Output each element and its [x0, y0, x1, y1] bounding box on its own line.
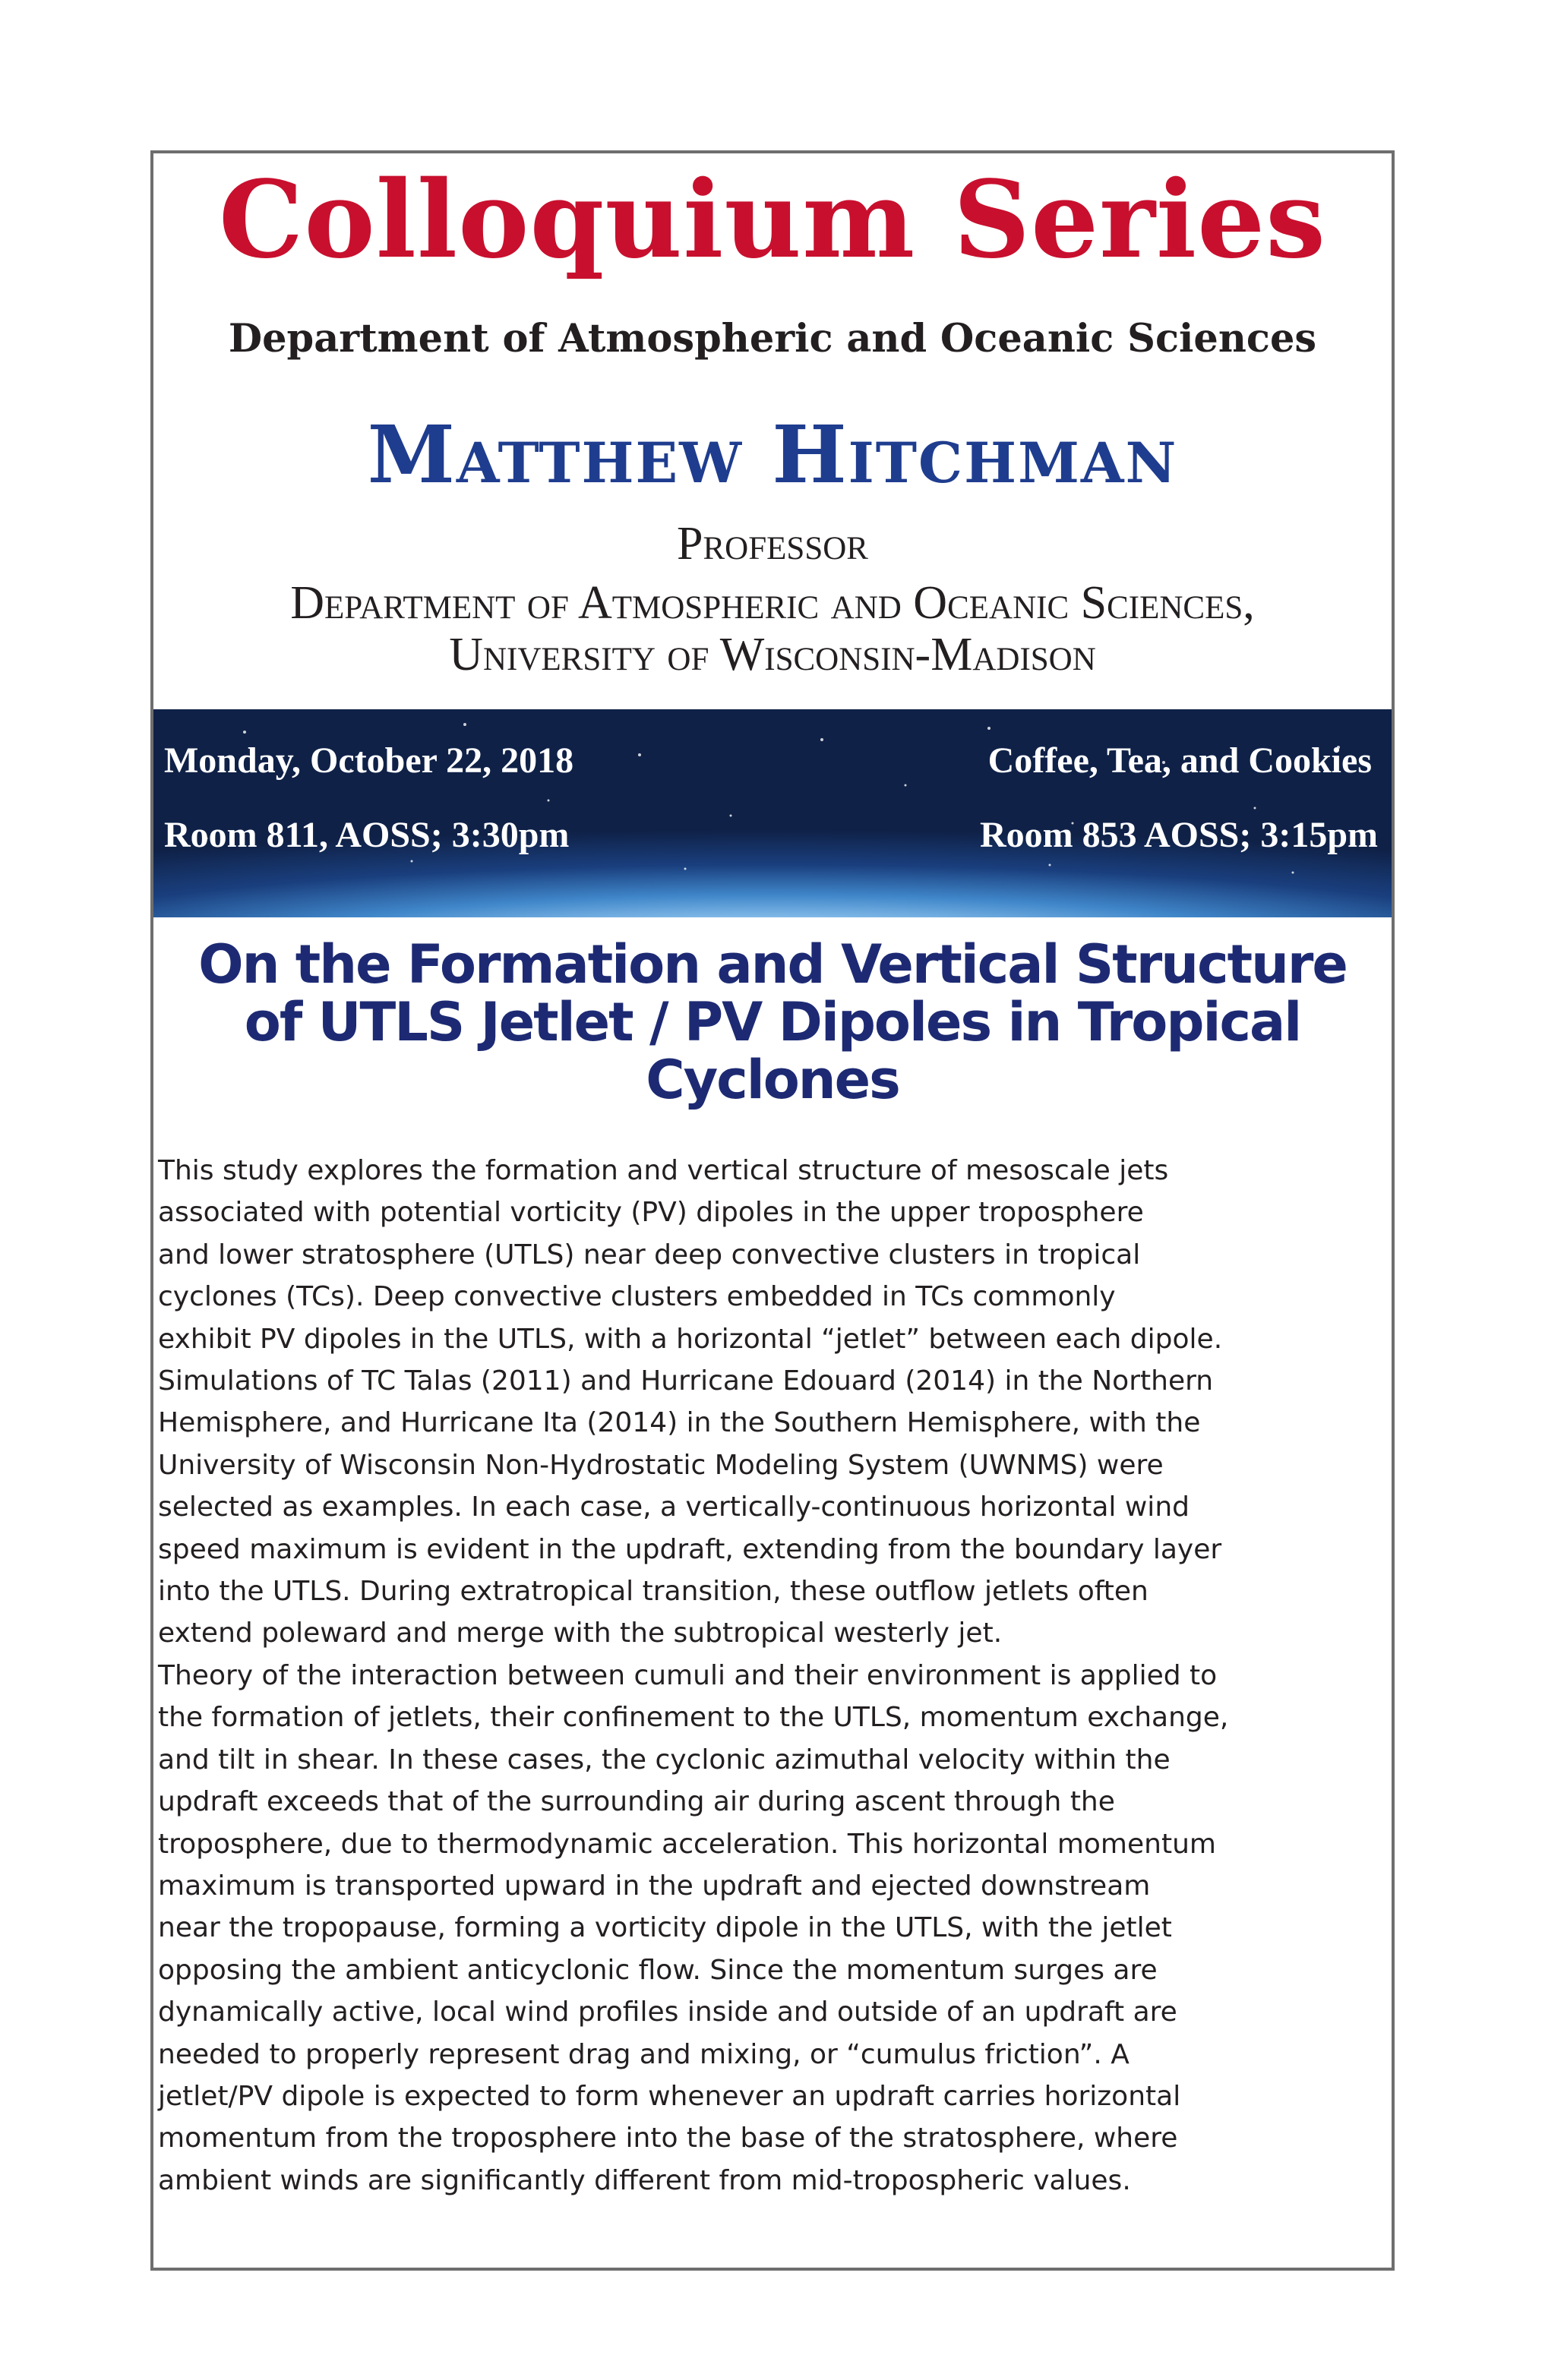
abstract-line: the formation of jetlets, their confinement to the UTLS, momentum exchange, — [158, 1702, 1229, 1734]
abstract-line: into the UTLS. During extratropical transition, these outflow jetlets often — [158, 1576, 1148, 1608]
abstract-line: Theory of the interaction between cumuli and their environment is applied to — [158, 1659, 1218, 1691]
abstract-line: momentum from the troposphere into the base of the stratosphere, where — [158, 2123, 1178, 2154]
abstract-line: dynamically active, local wind profiles inside and outside of an updraft are — [158, 1996, 1177, 2028]
abstract-line: extend poleward and merge with the subtropical westerly jet. — [158, 1618, 1003, 1649]
speaker-role: Professor — [677, 518, 868, 570]
series-title: Colloquium Series — [218, 158, 1327, 283]
abstract-line: exhibit PV dipoles in the UTLS, with a horizontal “jetlet” between each dipole. — [158, 1323, 1223, 1355]
abstract-line: jetlet/PV dipole is expected to form whenever an updraft carries horizontal — [158, 2080, 1181, 2112]
abstract-line: updraft exceeds that of the surrounding air during ascent through the — [158, 1786, 1115, 1818]
abstract-line: University of Wisconsin Non-Hydrostatic Modeling System (UWNMS) were — [158, 1449, 1164, 1481]
abstract-line: Hemisphere, and Hurricane Ita (2014) in the Southern Hemisphere, with the — [158, 1407, 1201, 1439]
abstract-line: needed to properly represent drag and mixing, or “cumulus friction”. A — [158, 2038, 1130, 2070]
talk-title-line: Cyclones — [646, 1049, 899, 1111]
event-date: Monday, October 22, 2018 — [164, 740, 574, 781]
event-location: Room 811, AOSS; 3:30pm — [164, 815, 570, 855]
abstract-line: associated with potential vorticity (PV) dipoles in the upper troposphere — [158, 1197, 1144, 1229]
talk-title-line: of UTLS Jetlet / PV Dipoles in Tropical — [244, 991, 1301, 1053]
abstract-line: and tilt in shear. In these cases, the cyclonic azimuthal velocity within the — [158, 1744, 1171, 1776]
abstract-line: Simulations of TC Talas (2011) and Hurricane Edouard (2014) in the Northern — [158, 1365, 1214, 1397]
event-banner — [153, 709, 1392, 917]
speaker-affiliation-line1: Department of Atmospheric and Oceanic Sciences, — [290, 577, 1255, 629]
abstract-line: speed maximum is evident in the updraft, extending from the boundary layer — [158, 1533, 1222, 1565]
poster-frame — [150, 150, 1395, 2271]
refreshments-label: Coffee, Tea, and Cookies — [987, 740, 1372, 781]
abstract-line: selected as examples. In each case, a vertically-continuous horizontal wind — [158, 1491, 1190, 1523]
abstract-line: near the tropopause, forming a vorticity dipole in the UTLS, with the jetlet — [158, 1912, 1172, 1944]
abstract-line: This study explores the formation and vertical structure of mesoscale jets — [158, 1155, 1169, 1186]
abstract-line: opposing the ambient anticyclonic flow. Since the momentum surges are — [158, 1954, 1158, 1986]
refreshments-location: Room 853 AOSS; 3:15pm — [979, 815, 1378, 855]
abstract-line: maximum is transported upward in the updraft and ejected downstream — [158, 1870, 1151, 1902]
abstract-line: cyclones (TCs). Deep convective clusters embedded in TCs commonly — [158, 1281, 1116, 1313]
talk-title — [153, 933, 1392, 1111]
abstract-line: and lower stratosphere (UTLS) near deep convective clusters in tropical — [158, 1239, 1141, 1270]
speaker-affiliation-line2: University of Wisconsin-Madison — [449, 629, 1096, 680]
talk-title-line: On the Formation and Vertical Structure — [198, 933, 1347, 996]
department-heading: Department of Atmospheric and Oceanic Sciences — [228, 316, 1317, 361]
speaker-name: Matthew Hitchman — [367, 408, 1178, 501]
abstract-line: ambient winds are significantly different from mid-tropospheric values. — [158, 2164, 1131, 2196]
abstract-text — [158, 1150, 1389, 2202]
abstract-line: troposphere, due to thermodynamic acceleration. This horizontal momentum — [158, 1828, 1216, 1860]
